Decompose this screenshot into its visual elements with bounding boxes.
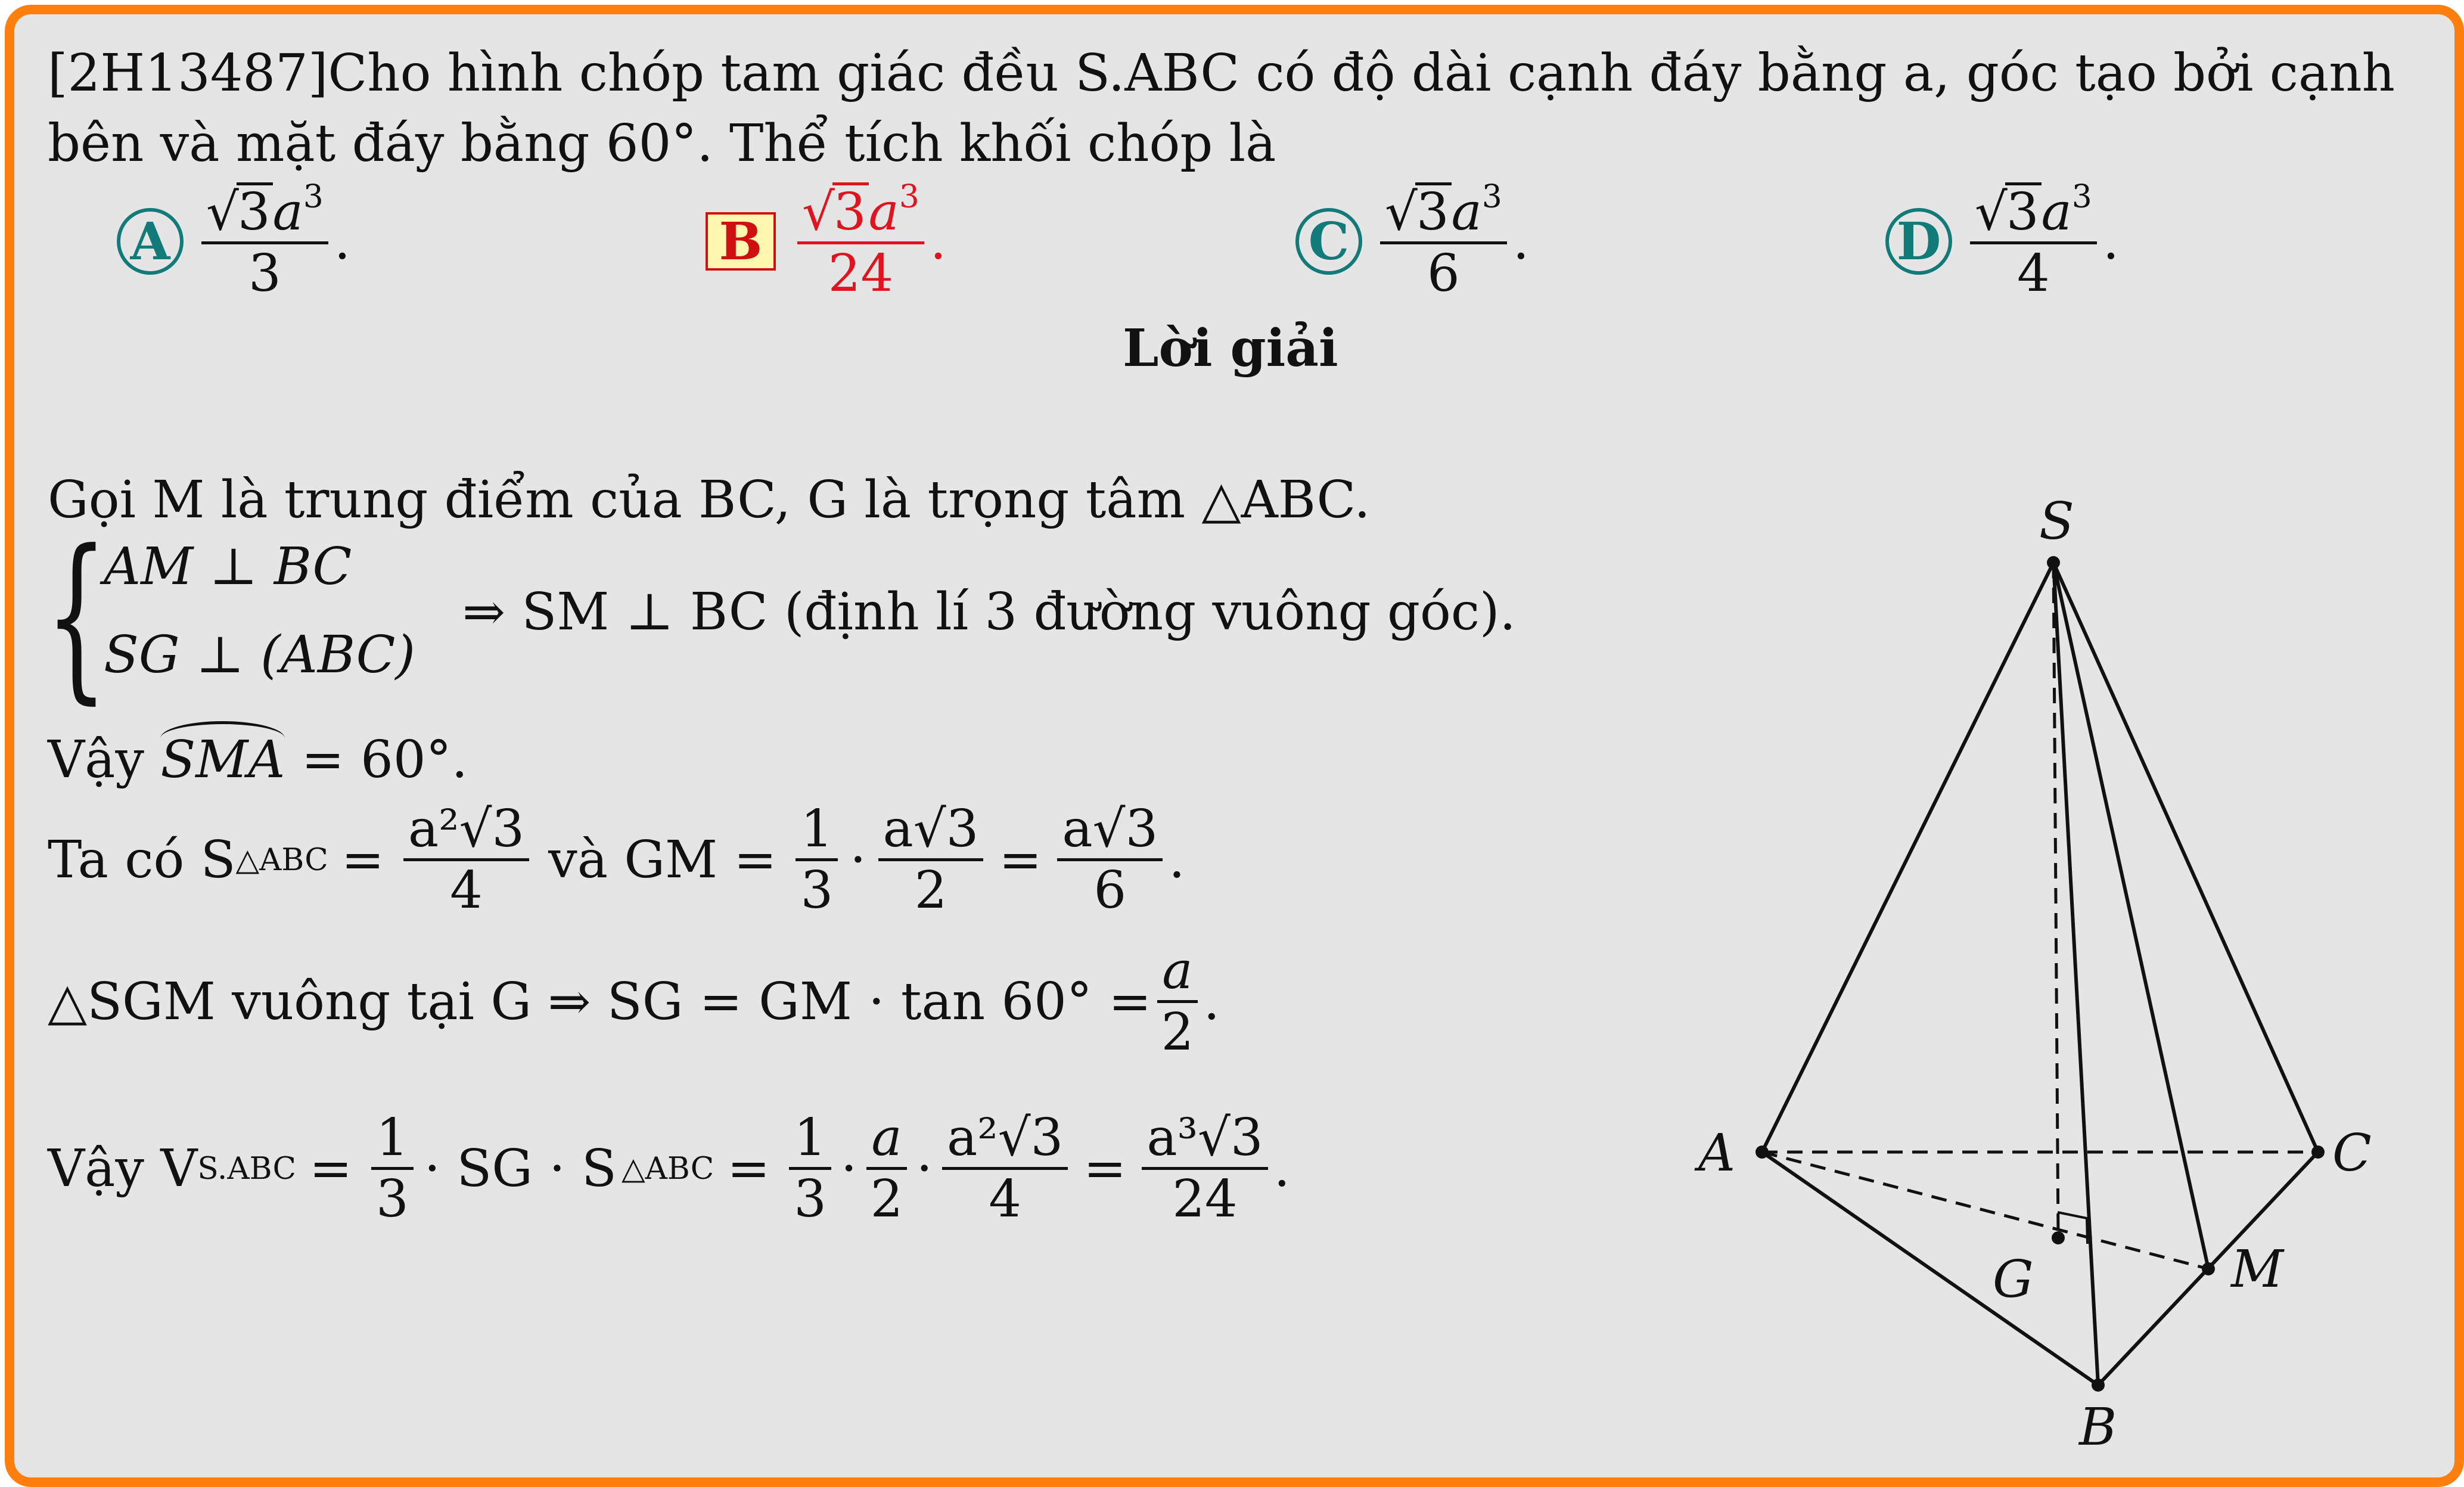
point-s (2047, 556, 2060, 569)
solution-line-5: △SGM vuông tại G ⇒ SG = GM · tan 60° = a 2 . (48, 941, 1220, 1063)
point-m (2202, 1262, 2215, 1275)
edge-sa (1762, 563, 2053, 1152)
edge-sb (2053, 563, 2098, 1385)
label-s: S (2039, 492, 2074, 551)
point-b (2092, 1379, 2105, 1392)
pyramid-figure (1683, 479, 2416, 1469)
solution-line-3: Vậy SMA = 60°. (48, 727, 468, 793)
option-d[interactable]: D $√3a^3$ 4 . (1885, 182, 2119, 301)
system-brace: { (45, 512, 108, 720)
question-line-2: bên và mặt đáy bằng 60°. Thể tích khối chóp là (48, 114, 1276, 173)
system-line-1: AM ⊥ BC (104, 537, 352, 597)
label-a: A (1698, 1123, 1736, 1183)
edge-sc (2053, 563, 2318, 1152)
label-b: B (2079, 1398, 2117, 1457)
label-g: G (1993, 1250, 2034, 1309)
system-result: ⇒ SM ⊥ BC (định lí 3 đường vuông góc). (462, 582, 1516, 642)
question-card (5, 5, 2464, 1487)
option-d-value: $√3a^3$ 4 (1970, 182, 2097, 301)
point-a (1755, 1145, 1769, 1159)
option-a-value: $√3a^3$ 3 (201, 182, 328, 301)
system-line-2: SG ⊥ (ABC) (104, 625, 415, 685)
option-b-marker: B (706, 212, 776, 271)
option-c-value: $√3a^3$ 6 (1380, 182, 1507, 301)
option-a[interactable]: A $√3a^3$ 3 . (117, 182, 350, 301)
label-m: M (2231, 1240, 2284, 1299)
point-c (2311, 1145, 2325, 1159)
segment-am (1762, 1152, 2208, 1269)
solution-system (45, 512, 1595, 724)
edge-sm (2053, 563, 2208, 1269)
solution-title: Lời giải (1123, 318, 1338, 378)
option-d-marker: D (1885, 208, 1952, 275)
edge-ab (1762, 1152, 2098, 1385)
point-g (2052, 1231, 2065, 1244)
option-b-value: $√3a^3$ 24 (797, 182, 924, 301)
angle-sma: SMA (160, 727, 285, 793)
question-line-1: [2H13487]Cho hình chóp tam giác đều S.ABC có độ dài cạnh đáy bằng a, góc tạo bởi cạnh (48, 44, 2395, 103)
solution-line-6: Vậy V S.ABC = 1 3 · SG · S △ABC = 1 3 · a 2 · a²√3 4 = a³√3 24 . (48, 1108, 1290, 1230)
solution-line-4: Ta có S △ABC = a²√3 4 và GM = 1 3 · a√3 2 = a√3 6 . (48, 799, 1185, 921)
option-c[interactable]: C $√3a^3$ 6 . (1295, 182, 1529, 301)
solution-line-1: Gọi M là trung điểm của BC, G là trọng tâm △ABC. (48, 470, 1371, 530)
label-c: C (2332, 1123, 2372, 1183)
option-b[interactable]: B $√3a^3$ 24 . (706, 182, 946, 301)
option-c-marker: C (1295, 208, 1362, 275)
option-a-marker: A (117, 208, 184, 275)
